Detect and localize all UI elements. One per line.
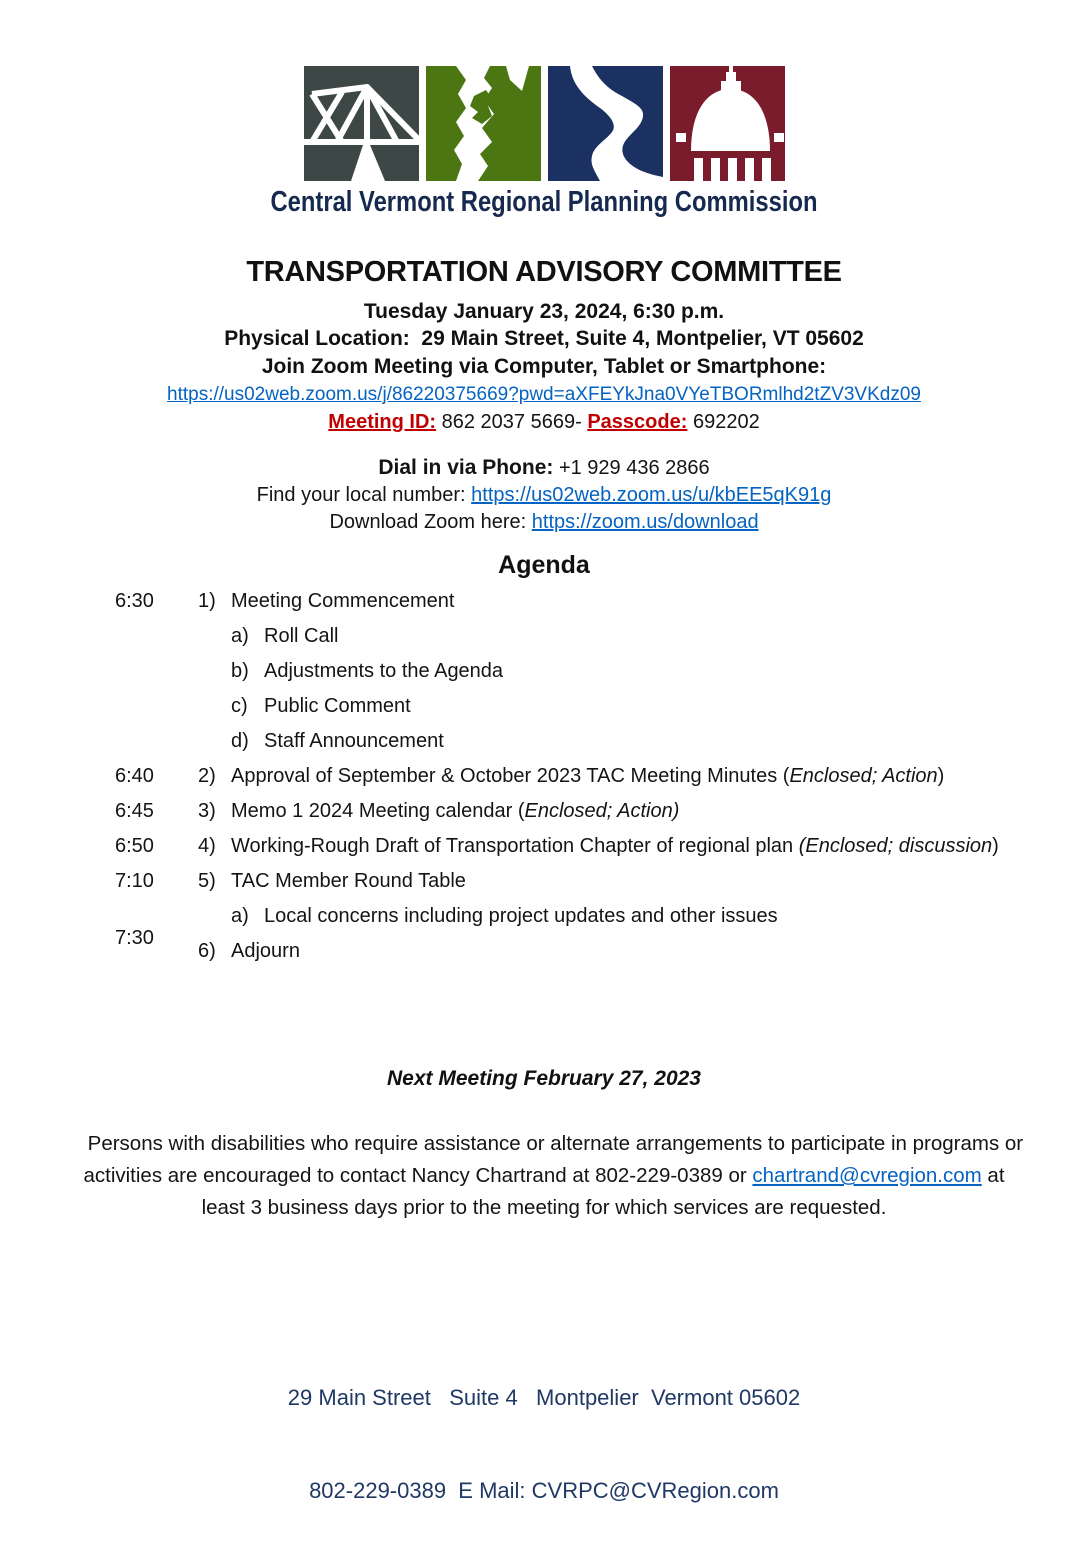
join-zoom-line: Join Zoom Meeting via Computer, Tablet or Smartphone: xyxy=(261,355,827,378)
page-title: TRANSPORTATION ADVISORY COMMITTEE xyxy=(246,256,842,288)
find-number-line xyxy=(0,484,1088,507)
local-number-link[interactable]: https://us02web.zoom.us/u/kbEE5qK91g xyxy=(471,484,832,506)
agenda-time xyxy=(115,660,198,682)
ada-text-after: at least 3 business days prior to the meeting for which services are requested. xyxy=(201,1164,1011,1219)
agenda-letter: a) xyxy=(231,625,249,647)
download-zoom-link[interactable]: https://zoom.us/download xyxy=(531,511,759,533)
passcode-label: Passcode: xyxy=(587,411,688,433)
agenda-time: 6:30 xyxy=(115,590,154,612)
agenda-text: TAC Member Round Table xyxy=(231,870,466,892)
agenda-time: 7:10 xyxy=(115,870,154,892)
meeting-id-label: Meeting ID: xyxy=(328,411,437,433)
agenda-item-5a xyxy=(0,905,1088,927)
indent-spacer xyxy=(198,660,231,682)
indent-spacer xyxy=(198,625,231,647)
agenda-number: 4) xyxy=(198,835,216,857)
agenda-time: 7:30 xyxy=(115,927,154,949)
agenda-item-1d xyxy=(0,730,1088,752)
document-footer xyxy=(0,1320,1088,1568)
agenda-text: Memo 1 2024 Meeting calendar (Enclosed; Action) xyxy=(231,800,680,822)
meeting-datetime: Tuesday January 23, 2024, 6:30 p.m. xyxy=(363,300,725,323)
agenda-letter: d) xyxy=(231,730,249,752)
agenda-letter: a) xyxy=(231,905,249,927)
dial-in-number: +1 929 436 2866 xyxy=(553,457,710,479)
agenda-list xyxy=(0,590,1088,975)
agenda-item-1 xyxy=(0,590,1088,612)
agenda-text: Meeting Commencement xyxy=(231,590,455,612)
download-label: Download Zoom here: xyxy=(329,511,532,533)
meeting-id-value: 862 2037 5669- xyxy=(436,411,588,433)
indent-spacer xyxy=(198,730,231,752)
agenda-time: 6:45 xyxy=(115,800,154,822)
agenda-text: Roll Call xyxy=(264,625,339,647)
footer-address: 29 Main Street Suite 4 Montpelier Vermont 05602 xyxy=(287,1385,801,1410)
agenda-text: Approval of September & October 2023 TAC Meeting Minutes (Enclosed; Action) xyxy=(231,765,945,787)
dial-in-line xyxy=(0,456,1088,480)
agenda-item-1a xyxy=(0,625,1088,647)
agenda-number: 2) xyxy=(198,765,216,787)
agenda-item-3 xyxy=(0,800,1088,822)
agenda-text: Adjourn xyxy=(231,940,300,962)
next-meeting-note: Next Meeting February 27, 2023 xyxy=(387,1067,701,1090)
agenda-number: 5) xyxy=(198,870,216,892)
agenda-text: Staff Announcement xyxy=(264,730,444,752)
agenda-item-4 xyxy=(0,835,1088,857)
dial-in-label: Dial in via Phone: xyxy=(378,456,554,479)
ada-notice xyxy=(64,1096,1029,1256)
agenda-item-1c xyxy=(0,695,1088,717)
vermont-map-icon xyxy=(426,66,541,181)
agenda-item-5 xyxy=(0,870,1088,892)
agenda-time xyxy=(115,625,198,647)
agenda-time: 6:50 xyxy=(115,835,154,857)
agenda-number: 1) xyxy=(198,590,216,612)
agenda-item-2 xyxy=(0,765,1088,787)
physical-location: Physical Location: 29 Main Street, Suite 4, Montpelier, VT 05602 xyxy=(224,327,864,350)
cvrpc-logo xyxy=(0,66,1088,181)
agenda-item-1b xyxy=(0,660,1088,682)
agenda-letter: c) xyxy=(231,695,248,717)
agenda-time xyxy=(115,905,198,927)
agenda-letter: b) xyxy=(231,660,249,682)
agenda-item-6 xyxy=(0,927,1088,962)
truss-bridge-icon xyxy=(304,66,419,181)
capitol-dome-icon xyxy=(670,66,785,181)
agenda-text: Public Comment xyxy=(264,695,411,717)
agenda-time xyxy=(115,695,198,717)
agenda-heading: Agenda xyxy=(498,551,590,579)
agenda-time xyxy=(115,730,198,752)
footer-contact: 802-229-0389 E Mail: CVRPC@CVRegion.com xyxy=(309,1478,779,1503)
passcode-value: 692202 xyxy=(687,411,760,433)
logo-wordmark: Central Vermont Regional Planning Commission xyxy=(270,186,818,218)
agenda-time: 6:40 xyxy=(115,765,154,787)
agenda-text: Adjustments to the Agenda xyxy=(264,660,504,682)
agenda-text: Local concerns including project updates and other issues xyxy=(264,905,778,927)
meeting-id-line xyxy=(0,411,1088,434)
zoom-meeting-link[interactable]: https://us02web.zoom.us/j/86220375669?pwd=aXFEYkJna0VYeTBORmlhd2tZV3VKdz09 xyxy=(167,384,921,405)
indent-spacer xyxy=(198,695,231,717)
indent-spacer xyxy=(198,905,231,927)
agenda-number: 3) xyxy=(198,800,216,822)
agenda-text: Working-Rough Draft of Transportation Chapter of regional plan (Enclosed; discussion) xyxy=(231,835,999,857)
download-zoom-line xyxy=(0,511,1088,534)
find-number-label: Find your local number: xyxy=(256,484,472,506)
chartrand-email-link[interactable]: chartrand@cvregion.com xyxy=(752,1164,982,1187)
winding-river-icon xyxy=(548,66,663,181)
agenda-number: 6) xyxy=(198,940,216,962)
ada-text-before: Persons with disabilities who require assistance or alternate arrangements to participate in programs or activities are encouraged to contact Nancy Chartrand at 802-229-0389 or xyxy=(83,1132,1029,1187)
